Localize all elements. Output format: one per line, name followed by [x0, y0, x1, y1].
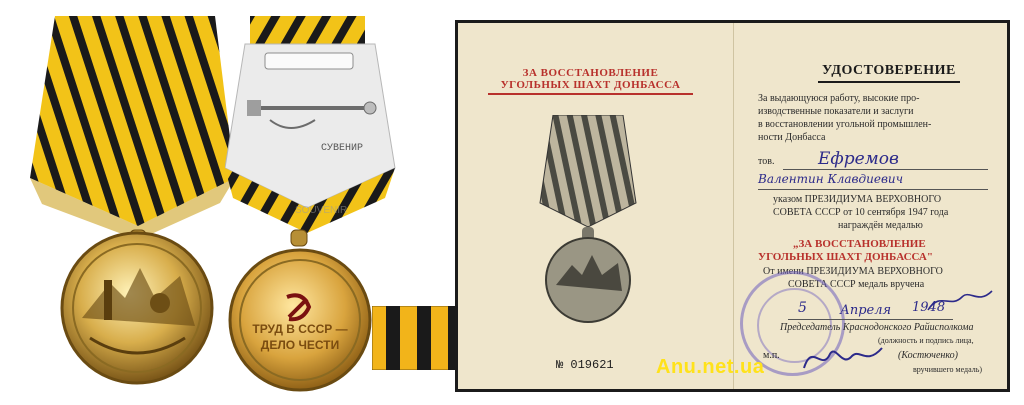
motto-line2: ДЕЛО ЧЕСТИ — [260, 338, 340, 352]
signer: (Костюченко) — [898, 350, 958, 361]
intro-line-2: изводственные показатели и заслуги — [758, 106, 914, 117]
presented-line-2: СОВЕТА СССР медаль вручена — [788, 279, 925, 290]
pin-mark: СУВЕНИР — [321, 143, 364, 154]
tov-label: тов. — [758, 156, 775, 167]
medal-front — [20, 8, 235, 398]
certificate-fold — [733, 23, 734, 389]
position-note: (должность и подпись лица, — [878, 336, 974, 345]
date-year: 1948 — [912, 300, 946, 315]
certificate-number: 019621 — [570, 358, 614, 372]
intro-line-3: в восстановлении угольной промышлен- — [758, 119, 932, 130]
medal-back-disc — [230, 250, 370, 390]
medal-title-box — [488, 67, 693, 95]
medal-title-line2: УГОЛЬНЫХ ШАХТ ДОНБАССА — [500, 79, 681, 91]
chairman-line: Председатель Краснодонского Райисполкома — [780, 322, 974, 333]
certificate — [455, 20, 1010, 392]
number-label: № — [556, 358, 564, 372]
intro-line-1: За выдающуюся работу, высокие про- — [758, 93, 920, 104]
award-name-line2: УГОЛЬНЫХ ШАХТ ДОНБАССА" — [758, 251, 933, 263]
decree-line-1: указом ПРЕЗИДИУМА ВЕРХОВНОГО — [773, 194, 942, 205]
decree-line-3: награждён медалью — [838, 220, 923, 231]
decree-line-2: СОВЕТА СССР от 10 сентября 1947 года — [773, 207, 949, 218]
top-right-signature — [926, 285, 996, 315]
date-day: 5 — [798, 300, 807, 316]
certificate-heading: УДОСТОВЕРЕНИЕ — [818, 63, 960, 83]
given-names: Валентин Клавдиевич — [758, 172, 904, 186]
surname: Ефремов — [818, 149, 899, 169]
watermark: Anu.net.ua — [656, 356, 765, 378]
certificate-number-row — [556, 358, 614, 372]
watermark-faint: SOUVENIR — [295, 205, 348, 216]
presented-line-1: От имени ПРЕЗИДИУМА ВЕРХОВНОГО — [763, 266, 943, 277]
date-month: Апреля — [840, 303, 892, 318]
signer-note: вручившего медаль) — [913, 365, 983, 374]
certificate-medal-illustration — [538, 115, 638, 330]
intro-line-4: ности Донбасса — [758, 132, 826, 143]
mp-label: м.п. — [763, 350, 780, 361]
signature — [800, 338, 890, 376]
motto-line1: ТРУД В СССР — — [252, 322, 348, 336]
medal-title-line1: ЗА ВОССТАНОВЛЕНИЕ — [522, 67, 659, 79]
award-name-line1: „ЗА ВОССТАНОВЛЕНИЕ — [793, 238, 926, 250]
